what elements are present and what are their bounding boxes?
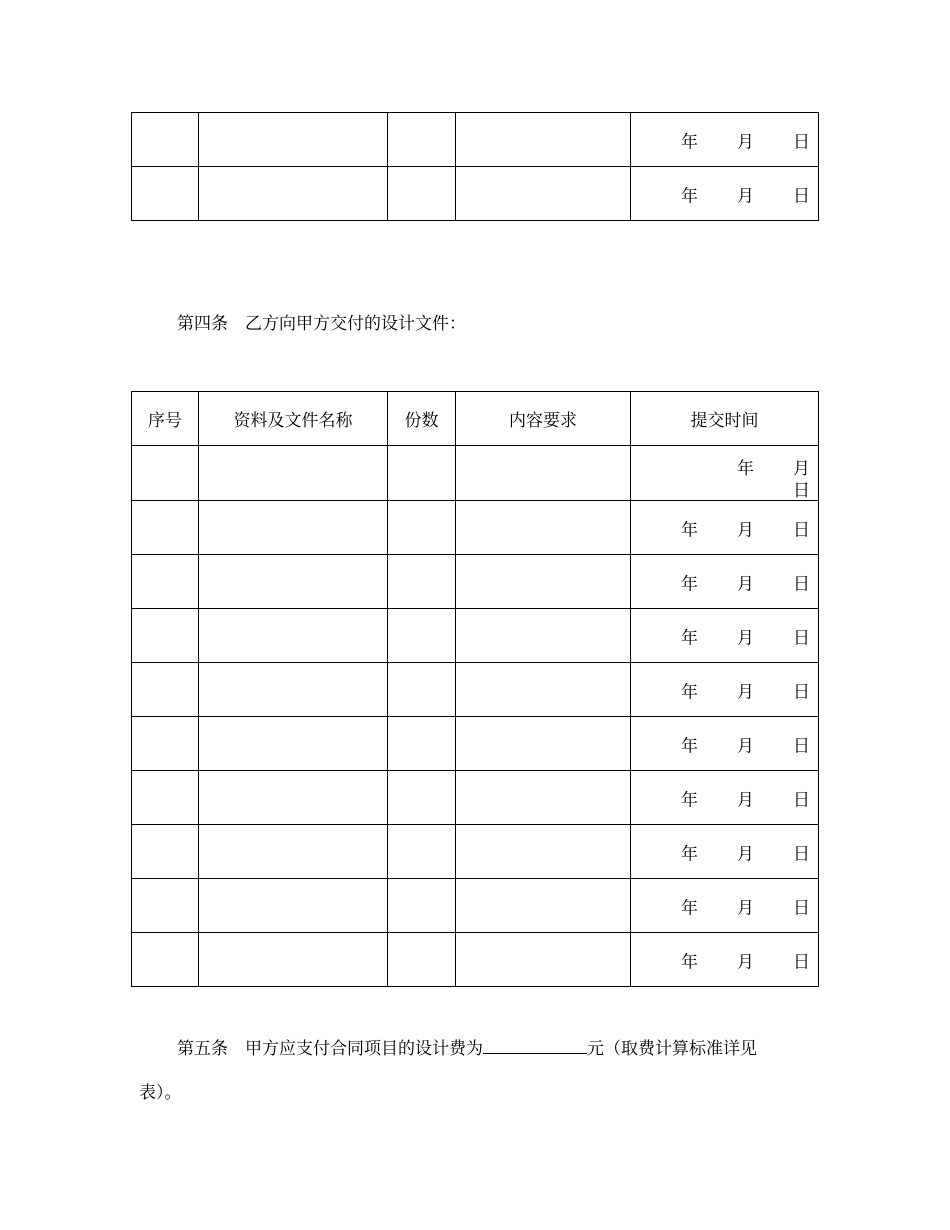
day-label: 日: [793, 952, 810, 972]
serial-cell: [132, 825, 199, 879]
serial-cell: [132, 879, 199, 933]
copies-cell: [388, 771, 456, 825]
table-row: [132, 771, 819, 825]
content-cell: [456, 663, 631, 717]
name-cell: [199, 933, 388, 987]
content-cell: [456, 501, 631, 555]
content-cell: [456, 113, 631, 167]
serial-cell: [132, 501, 199, 555]
year-label: 年: [681, 628, 698, 648]
date-cell: [631, 609, 819, 663]
month-label: 月: [737, 520, 754, 540]
content-cell: [456, 446, 631, 501]
name-cell: [199, 825, 388, 879]
year-label: 年: [737, 459, 754, 479]
copies-cell: [388, 555, 456, 609]
serial-cell: [132, 933, 199, 987]
table-row: [132, 933, 819, 987]
month-label: 月: [737, 682, 754, 702]
article5-line2: 表）。: [139, 1083, 182, 1103]
table-row: [132, 167, 819, 221]
date-cell: [631, 555, 819, 609]
name-cell: [199, 113, 388, 167]
date-cell: [631, 446, 819, 501]
content-cell: [456, 609, 631, 663]
name-cell: [199, 501, 388, 555]
table-row: [132, 501, 819, 555]
name-cell: [199, 446, 388, 501]
name-cell: [199, 167, 388, 221]
month-label: 月: [737, 628, 754, 648]
copies-cell: [388, 717, 456, 771]
fee-amount-blank[interactable]: [483, 1037, 587, 1054]
copies-cell: [388, 446, 456, 501]
date-cell: [631, 113, 819, 167]
day-label: 日: [793, 844, 810, 864]
day-label: 日: [793, 481, 810, 501]
copies-cell: [388, 663, 456, 717]
copies-cell: [388, 609, 456, 663]
date-cell: [631, 501, 819, 555]
header-serial: 序号: [132, 392, 199, 446]
content-cell: [456, 555, 631, 609]
article5-text-after: 元（取费计算标准详见: [587, 1039, 757, 1059]
serial-cell: [132, 446, 199, 501]
name-cell: [199, 555, 388, 609]
day-label: 日: [793, 682, 810, 702]
copies-cell: [388, 167, 456, 221]
content-cell: [456, 717, 631, 771]
month-label: 月: [737, 574, 754, 594]
date-cell: [631, 167, 819, 221]
day-label: 日: [793, 186, 810, 206]
table-row: [132, 446, 819, 501]
content-cell: [456, 167, 631, 221]
copies-cell: [388, 113, 456, 167]
year-label: 年: [681, 186, 698, 206]
name-cell: [199, 879, 388, 933]
year-label: 年: [681, 844, 698, 864]
table-row: [132, 609, 819, 663]
year-label: 年: [681, 736, 698, 756]
copies-cell: [388, 501, 456, 555]
copies-cell: [388, 933, 456, 987]
content-cell: [456, 933, 631, 987]
year-label: 年: [681, 574, 698, 594]
copies-cell: [388, 825, 456, 879]
date-cell: [631, 933, 819, 987]
header-content: 内容要求: [456, 392, 631, 446]
day-label: 日: [793, 790, 810, 810]
serial-cell: [132, 771, 199, 825]
table-row: [132, 879, 819, 933]
month-label: 月: [737, 952, 754, 972]
month-label: 月: [737, 132, 754, 152]
year-label: 年: [681, 898, 698, 918]
year-label: 年: [681, 132, 698, 152]
day-label: 日: [793, 520, 810, 540]
day-label: 日: [793, 574, 810, 594]
serial-cell: [132, 555, 199, 609]
name-cell: [199, 609, 388, 663]
month-label: 月: [793, 459, 810, 479]
year-label: 年: [681, 952, 698, 972]
day-label: 日: [793, 898, 810, 918]
day-label: 日: [793, 628, 810, 648]
table-header-row: [132, 392, 819, 446]
article5-line1: [177, 1034, 757, 1059]
name-cell: [199, 663, 388, 717]
article4-heading: 第四条 乙方向甲方交付的设计文件：: [177, 314, 466, 334]
date-cell: [631, 663, 819, 717]
table-row: [132, 113, 819, 167]
content-cell: [456, 825, 631, 879]
serial-cell: [132, 717, 199, 771]
content-cell: [456, 771, 631, 825]
date-cell: [631, 879, 819, 933]
copies-cell: [388, 879, 456, 933]
header-name: 资料及文件名称: [199, 392, 388, 446]
month-label: 月: [737, 736, 754, 756]
year-label: 年: [681, 790, 698, 810]
date-cell: [631, 825, 819, 879]
content-cell: [456, 879, 631, 933]
serial-cell: [132, 113, 199, 167]
year-label: 年: [681, 682, 698, 702]
name-cell: [199, 771, 388, 825]
article5-text-before: 第五条 甲方应支付合同项目的设计费为: [177, 1039, 483, 1059]
month-label: 月: [737, 844, 754, 864]
table-row: [132, 555, 819, 609]
day-label: 日: [793, 736, 810, 756]
serial-cell: [132, 609, 199, 663]
deliverables-table: [131, 391, 819, 987]
table-row: [132, 717, 819, 771]
table-row: [132, 825, 819, 879]
date-cell: [631, 771, 819, 825]
header-copies: 份数: [388, 392, 456, 446]
year-label: 年: [681, 520, 698, 540]
date-cell: [631, 717, 819, 771]
table-row: [132, 663, 819, 717]
serial-cell: [132, 167, 199, 221]
day-label: 日: [793, 132, 810, 152]
month-label: 月: [737, 790, 754, 810]
month-label: 月: [737, 898, 754, 918]
previous-table: [131, 112, 819, 221]
month-label: 月: [737, 186, 754, 206]
serial-cell: [132, 663, 199, 717]
header-submit-time: 提交时间: [631, 392, 819, 446]
name-cell: [199, 717, 388, 771]
